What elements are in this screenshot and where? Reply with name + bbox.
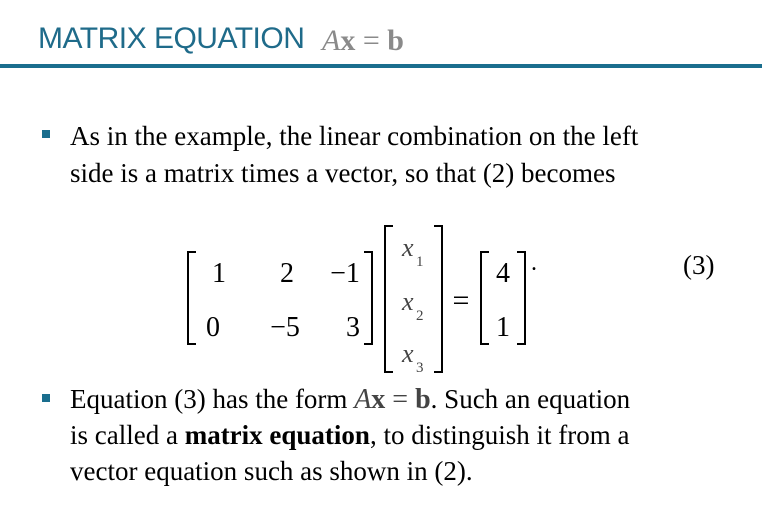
vector-x-left-bracket [385, 226, 393, 372]
matrix-entry: 2 [280, 258, 294, 289]
bullet-2-line-3: vector equation such as shown in (2). [70, 456, 473, 486]
inline-equation: Ax = b [354, 384, 431, 415]
bullet-1-line-2: side is a matrix times a vector, so that (2) becomes [70, 158, 616, 188]
vector-b-right-bracket [517, 252, 525, 344]
term-matrix-equation: matrix equation [184, 420, 370, 450]
title-equation: Ax = b [322, 24, 404, 57]
vector-x-subscript: 2 [416, 308, 424, 324]
matrix-entry: 0 [206, 312, 220, 343]
vector-x-entry: x [402, 233, 414, 262]
matrix-entry: 1 [212, 258, 226, 289]
matrix-entry: 3 [346, 312, 360, 343]
matrix-left-bracket [188, 252, 196, 344]
vector-x-subscript: 3 [416, 360, 424, 376]
equals-sign: = [452, 284, 470, 317]
vector-b-entry: 1 [496, 312, 510, 343]
matrix-entry: −5 [270, 312, 300, 343]
equation-number: (3) [683, 250, 715, 280]
vector-x-entry: x [402, 287, 414, 316]
vector-b-left-bracket [481, 252, 489, 344]
matrix-right-bracket [364, 252, 372, 344]
slide-title: MATRIX EQUATION [38, 22, 305, 55]
vector-b-entry: 4 [496, 258, 510, 289]
bullet-2-line-1: Equation (3) has the form Ax = b. Such an equation [70, 384, 631, 415]
vector-x-right-bracket [434, 226, 442, 372]
bullet-1-line-1: As in the example, the linear combination on the left [70, 121, 639, 151]
bullet-marker [42, 394, 50, 402]
matrix-entry: −1 [330, 258, 360, 289]
vector-x-subscript: 1 [416, 254, 424, 270]
bullet-2-line-2: is called a matrix equation, to distinguish it from a [70, 420, 630, 450]
equation-period: . [531, 250, 537, 276]
vector-x-entry: x [402, 339, 414, 368]
